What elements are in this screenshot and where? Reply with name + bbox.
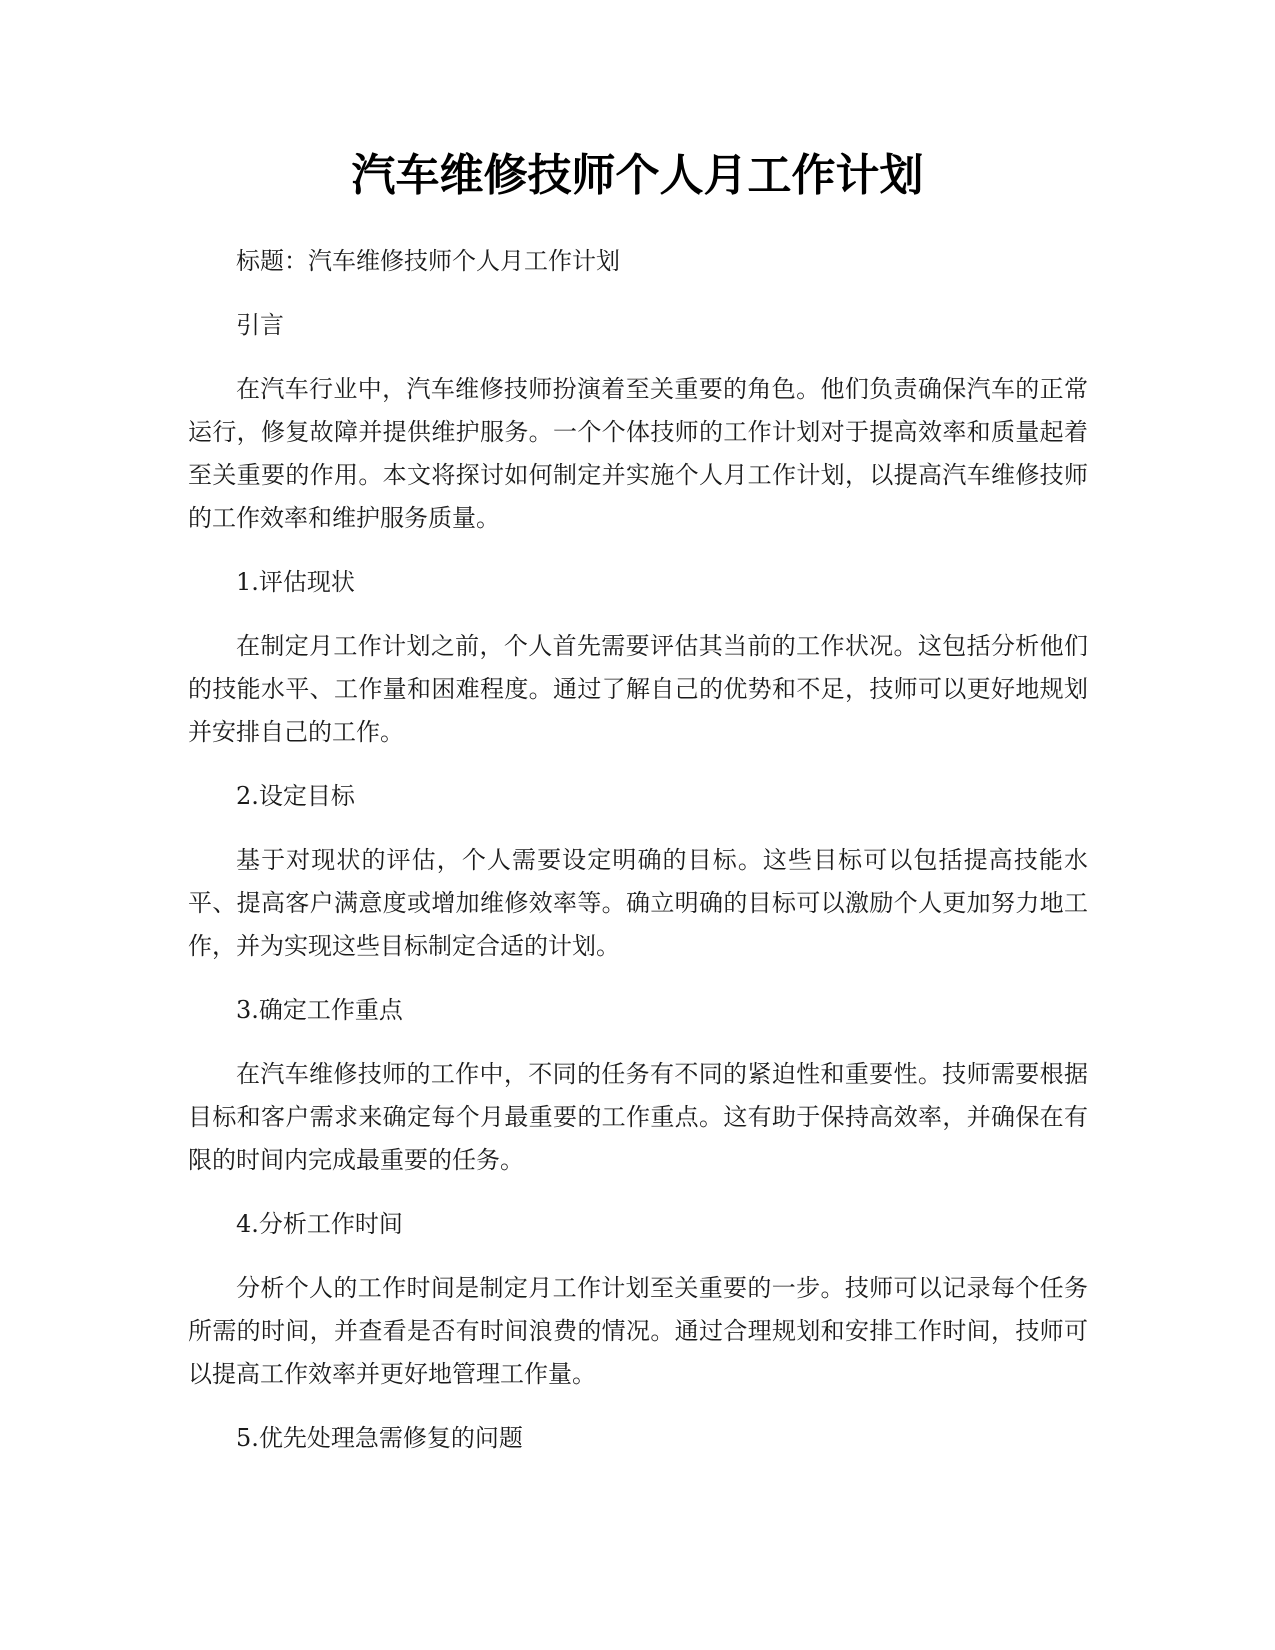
paragraph-1: 在制定月工作计划之前，个人首先需要评估其当前的工作状况。这包括分析他们的技能水平、工作量和困难程度。通过了解自己的优势和不足，技师可以更好地规划并安排自己的工作。 <box>188 632 1088 746</box>
subtitle-line: 标题：汽车维修技师个人月工作计划 <box>236 247 620 275</box>
section-heading-2: 2.设定目标 <box>236 782 355 810</box>
paragraph-introduction: 在汽车行业中，汽车维修技师扮演着至关重要的角色。他们负责确保汽车的正常运行，修复故障并提供维护服务。一个个体技师的工作计划对于提高效率和质量起着至关重要的作用。本文将探讨如何制定并实施个人月工作计划，以提高汽车维修技师的工作效率和维护服务质量。 <box>188 375 1088 532</box>
section-heading-1: 1.评估现状 <box>236 568 355 596</box>
section-heading-introduction: 引言 <box>236 311 284 339</box>
paragraph-4: 分析个人的工作时间是制定月工作计划至关重要的一步。技师可以记录每个任务所需的时间，并查看是否有时间浪费的情况。通过合理规划和安排工作时间，技师可以提高工作效率并更好地管理工作量。 <box>188 1274 1088 1388</box>
paragraph-2: 基于对现状的评估，个人需要设定明确的目标。这些目标可以包括提高技能水平、提高客户满意度或增加维修效率等。确立明确的目标可以激励个人更加努力地工作，并为实现这些目标制定合适的计划。 <box>188 846 1088 960</box>
section-heading-5: 5.优先处理急需修复的问题 <box>236 1424 523 1452</box>
paragraph-3: 在汽车维修技师的工作中，不同的任务有不同的紧迫性和重要性。技师需要根据目标和客户需求来确定每个月最重要的工作重点。这有助于保持高效率，并确保在有限的时间内完成最重要的任务。 <box>188 1060 1088 1174</box>
section-heading-4: 4.分析工作时间 <box>236 1210 403 1238</box>
document-title: 汽车维修技师个人月工作计划 <box>351 150 924 201</box>
section-heading-3: 3.确定工作重点 <box>236 996 403 1024</box>
document-body <box>188 240 1088 1481</box>
